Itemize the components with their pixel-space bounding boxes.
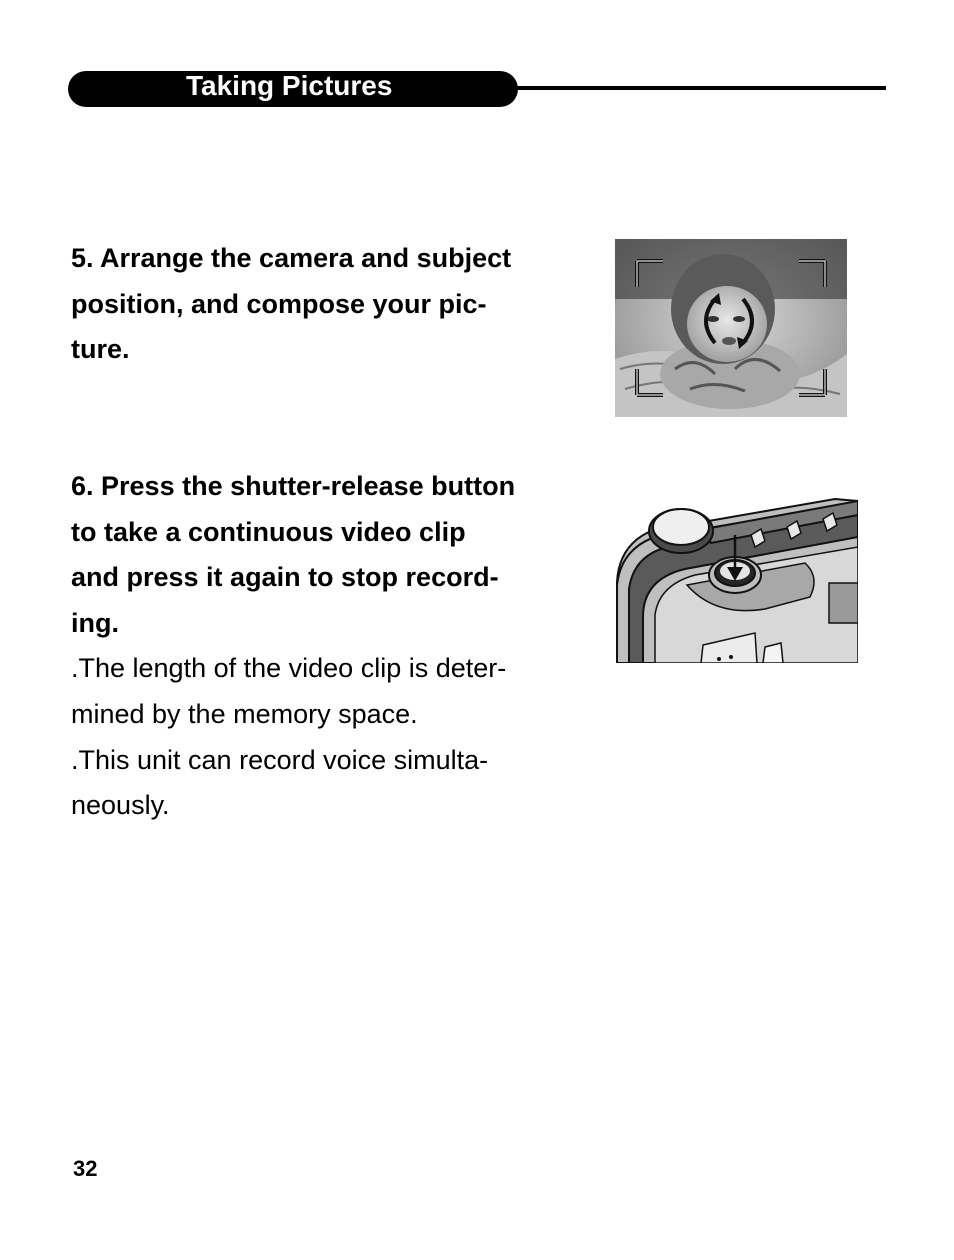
camera-shutter-illustration	[615, 497, 858, 663]
step-6-note-line: mined by the memory space.	[71, 698, 418, 729]
step-6-note-line: .The length of the video clip is deter-	[71, 653, 507, 684]
step-5-line: ture.	[71, 334, 130, 365]
step-6-line: to take a continuous video clip	[71, 516, 466, 547]
header-rule	[516, 86, 886, 90]
step-6-text	[71, 464, 561, 829]
step-6-line: and press it again to stop record-	[71, 562, 499, 593]
section-title: Taking Pictures	[186, 70, 393, 101]
step-5-line: 5. Arrange the camera and subject	[71, 243, 512, 273]
step-6-line: ing.	[71, 607, 119, 638]
step-6-note-line: .This unit can record voice simulta-	[71, 744, 489, 775]
step-6-note-line: neously.	[71, 790, 170, 821]
page-number: 32	[73, 1156, 98, 1181]
step-6-line: 6. Press the shutter-release button	[71, 471, 516, 501]
step-5-text	[71, 236, 561, 373]
baby-viewfinder-photo	[615, 239, 847, 417]
step-5-line: position, and compose your pic-	[71, 288, 487, 319]
